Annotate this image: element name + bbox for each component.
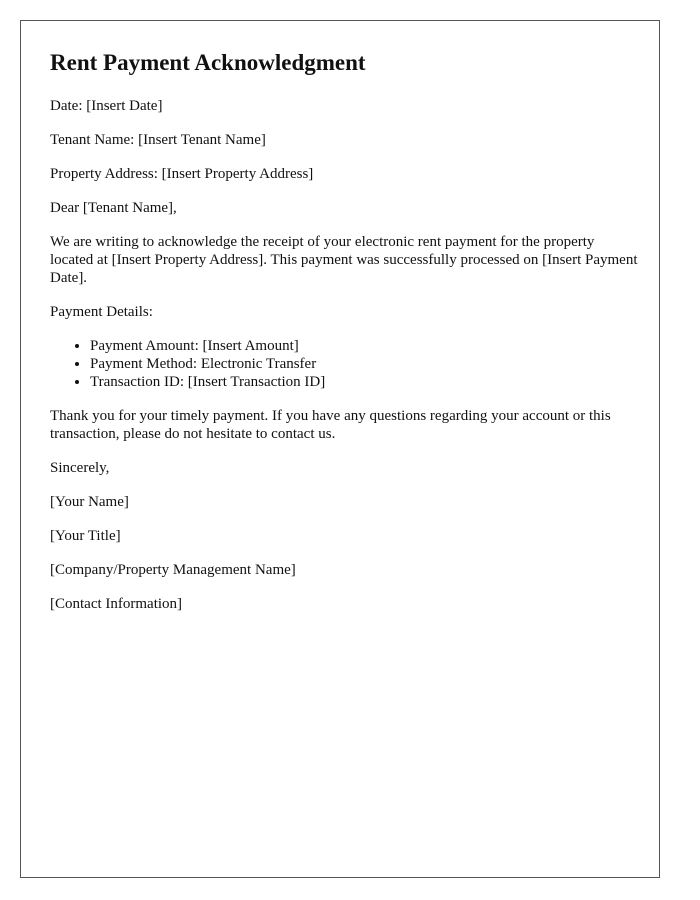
letter-content (50, 49, 640, 629)
closing-paragraph: Thank you for your timely payment. If you have any questions regarding your account or this transaction, please do not hesitate to contact us. (50, 408, 611, 442)
salutation: Dear [Tenant Name], (50, 200, 177, 216)
date-line: Date: [Insert Date] (50, 98, 163, 114)
signature-title: [Your Title] (50, 528, 121, 544)
tenant-name-line: Tenant Name: [Insert Tenant Name] (50, 132, 266, 148)
list-item-transaction-id: • Transaction ID: [Insert Transaction ID] (90, 373, 640, 391)
signature-company: [Company/Property Management Name] (50, 562, 296, 578)
signoff: Sincerely, (50, 460, 110, 476)
payment-details-list (50, 337, 640, 391)
letter-page (20, 20, 660, 878)
list-item-payment-method: • Payment Method: Electronic Transfer (90, 355, 640, 373)
signature-contact: [Contact Information] (50, 596, 183, 612)
letter-title: Rent Payment Acknowledgment (50, 50, 366, 75)
property-address-line: Property Address: [Insert Property Address] (50, 166, 314, 182)
body-paragraph: We are writing to acknowledge the receipt of your electronic rent payment for the property located at [Insert Property Address]. This payment was successfully processed on [Insert Payment Date]. (50, 234, 638, 286)
payment-details-heading: Payment Details: (50, 304, 153, 320)
list-item-payment-amount: • Payment Amount: [Insert Amount] (90, 337, 640, 355)
signature-name: [Your Name] (50, 494, 129, 510)
